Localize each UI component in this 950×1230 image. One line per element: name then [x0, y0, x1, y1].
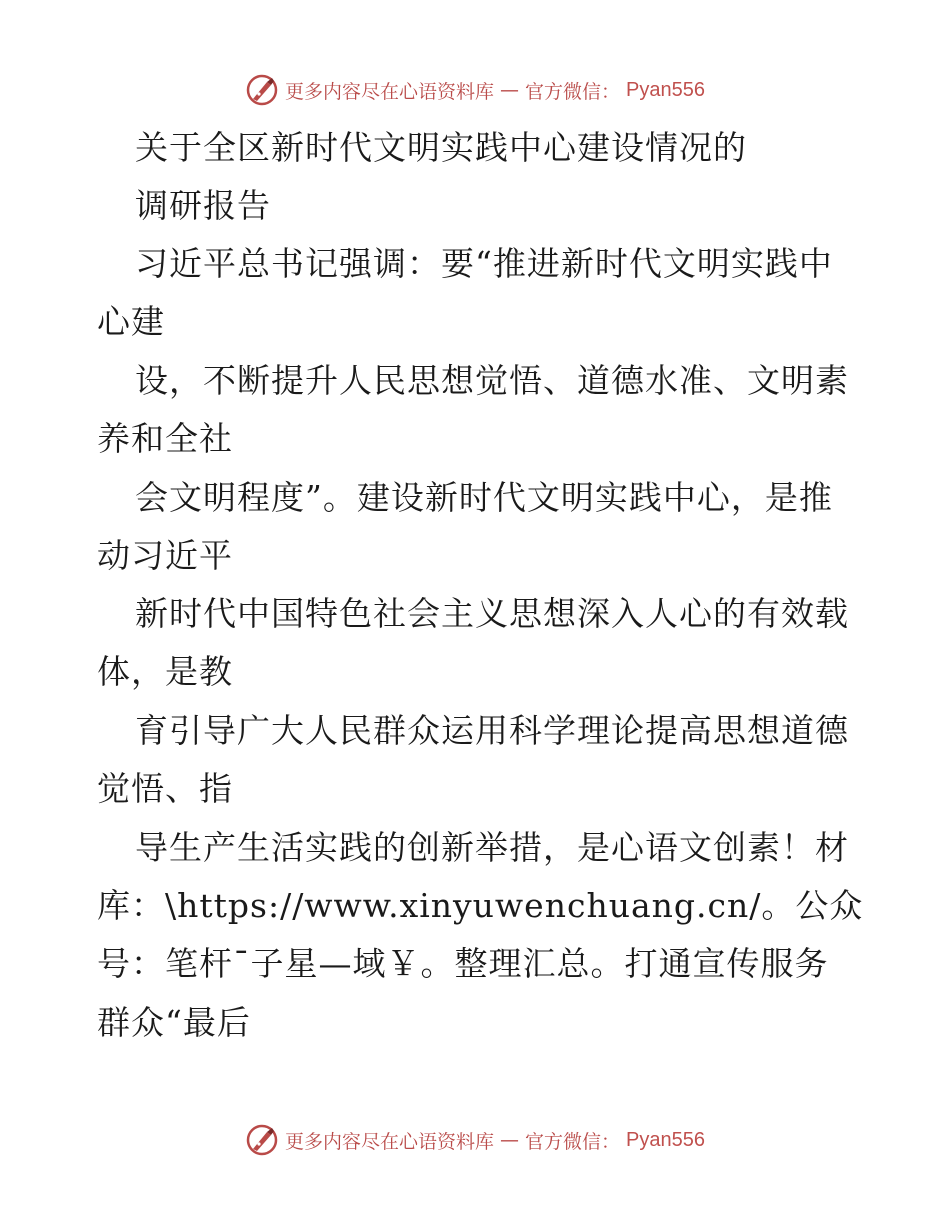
banner-wechat-id: Pyan556	[626, 78, 705, 101]
paragraph-line: 号：笔杆¯子星—域￥。整理汇总。打通宣传服务	[97, 944, 829, 983]
paragraph-line: 群众“最后	[97, 1003, 251, 1042]
paragraph-line: 心建	[97, 302, 165, 341]
paragraph-line: 习近平总书记强调：要“推进新时代文明实践中	[135, 244, 833, 283]
footer-banner	[0, 1120, 950, 1160]
paragraph-line: 动习近平	[97, 536, 233, 575]
title-line-1: 关于全区新时代文明实践中心建设情况的	[135, 128, 747, 167]
banner-wechat-label: 官方微信：	[525, 1130, 621, 1153]
banner-separator: —	[500, 1129, 520, 1151]
banner-wechat-label: 官方微信：	[525, 80, 621, 103]
paragraph-line: 设，不断提升人民思想觉悟、道德水准、文明素	[135, 361, 849, 400]
pen-nib-logo-icon	[245, 1123, 279, 1157]
title-line-2: 调研报告	[135, 186, 271, 225]
paragraph-line: 库：\https://www.xinyuwenchuang.cn/。公众	[97, 886, 864, 925]
paragraph-line: 会文明程度”。建设新时代文明实践中心，是推	[135, 478, 833, 517]
paragraph-line: 新时代中国特色社会主义思想深入人心的有效载	[135, 594, 849, 633]
banner-text: 更多内容尽在心语资料库	[285, 80, 495, 103]
banner-text: 更多内容尽在心语资料库	[285, 1130, 495, 1153]
paragraph-line: 觉悟、指	[97, 769, 233, 808]
banner-wechat-id: Pyan556	[626, 1128, 705, 1151]
banner-separator: —	[500, 79, 520, 101]
paragraph-line: 导生产生活实践的创新举措，是心语文创素！材	[135, 828, 849, 867]
paragraph-line: 养和全社	[97, 419, 233, 458]
paragraph-line: 育引导广大人民群众运用科学理论提高思想道德	[135, 711, 849, 750]
paragraph-line: 体，是教	[97, 652, 233, 691]
